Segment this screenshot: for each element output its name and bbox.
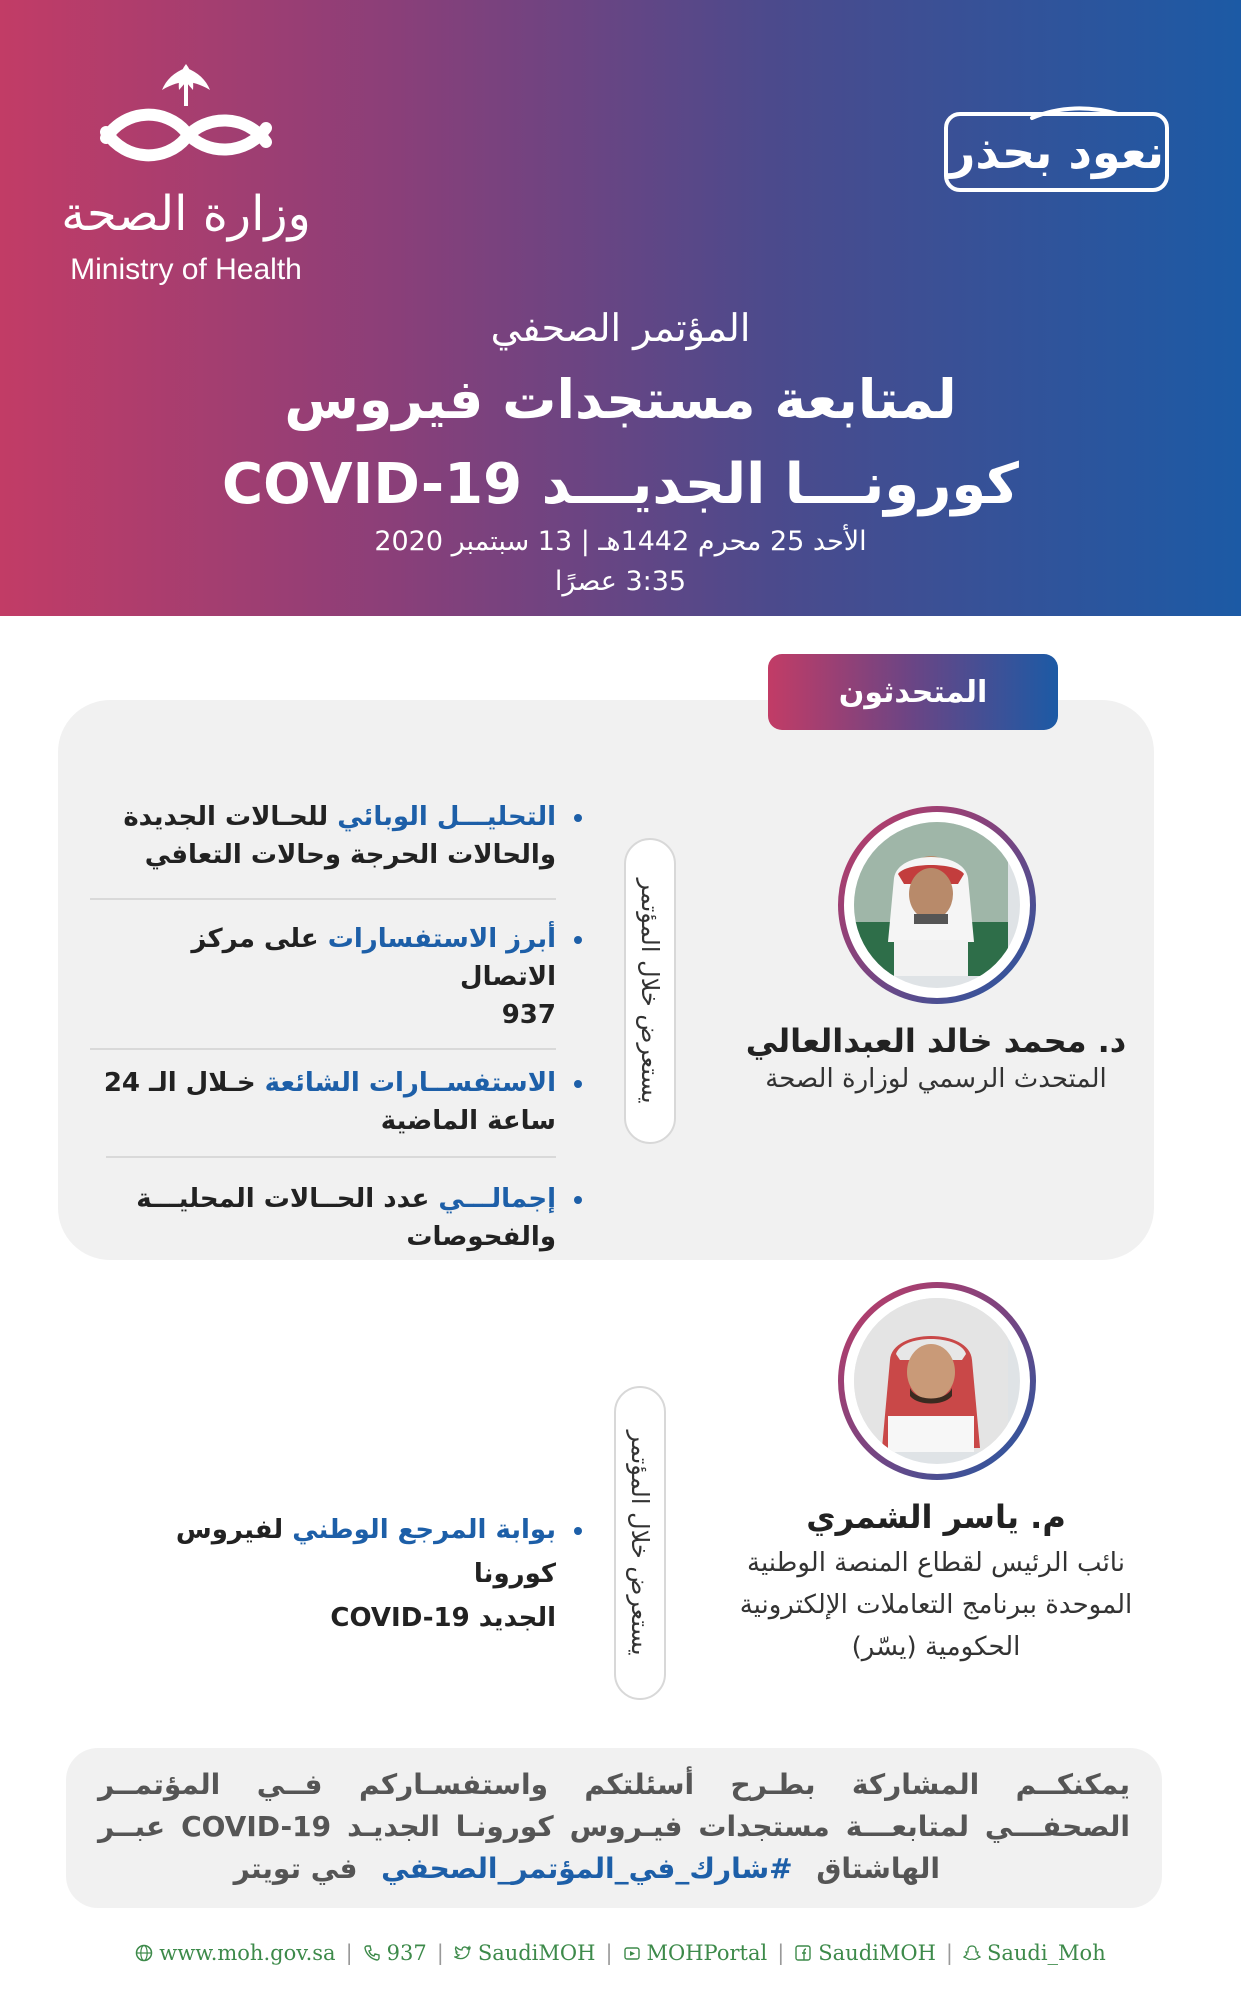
speaker2-topics bbox=[90, 1508, 556, 1640]
speakers-label: المتحدثون bbox=[768, 654, 1058, 730]
contact-footer: www.moh.gov.sa | 937 | SaudiMOH | MOHPortal | SaudiMOH | Saudi_Moh bbox=[0, 1936, 1241, 1970]
snapchat-icon bbox=[963, 1944, 981, 1962]
website-link[interactable]: www.moh.gov.sa bbox=[135, 1941, 335, 1965]
palm-ribbon-emblem-icon bbox=[86, 58, 286, 178]
speaker1-agenda-pill bbox=[624, 838, 676, 1144]
globe-icon bbox=[135, 1944, 153, 1962]
topic-item: الاستفســارات الشائعة خـلال الـ 24 ساعة الماضية bbox=[90, 1064, 556, 1140]
twitter-link[interactable]: SaudiMOH bbox=[454, 1941, 596, 1965]
logo-arabic-text: وزارة الصحة bbox=[61, 186, 311, 242]
campaign-badge: نعود بحذر bbox=[944, 112, 1169, 192]
speaker2-name: م. ياسر الشمري bbox=[806, 1498, 1066, 1536]
youtube-icon bbox=[623, 1944, 641, 1962]
speaker1-name: د. محمد خالد العبدالعالي bbox=[745, 1022, 1127, 1060]
twitter-icon bbox=[454, 1944, 472, 1962]
speaker1-topics bbox=[90, 798, 556, 1256]
snapchat-link[interactable]: Saudi_Moh bbox=[963, 1941, 1106, 1965]
speaker1-agenda-label: يستعرض خلال المؤتمر bbox=[636, 878, 664, 1104]
speaker1-avatar bbox=[838, 806, 1036, 1004]
topic-item: إجمالـــي عدد الحــالات المحليـــة والفحوصات bbox=[90, 1180, 556, 1256]
speaker2-role: نائب الرئيس لقطاع المنصة الوطنية الموحدة ببرنامج التعاملات الإلكترونية الحكومية (يسّر) bbox=[739, 1548, 1133, 1662]
moh-logo bbox=[56, 58, 316, 288]
bullet-icon bbox=[574, 814, 582, 822]
conference-time: 3:35 عصرًا bbox=[554, 566, 687, 597]
header-banner bbox=[0, 0, 1241, 616]
facebook-icon bbox=[794, 1944, 812, 1962]
topic-divider bbox=[90, 1048, 556, 1050]
bullet-icon bbox=[574, 1080, 582, 1088]
bullet-icon bbox=[574, 1196, 582, 1204]
speaker1-photo bbox=[854, 822, 1008, 976]
bullet-icon bbox=[574, 1527, 582, 1535]
speaker2-agenda-pill bbox=[614, 1386, 666, 1700]
bullet-icon bbox=[574, 936, 582, 944]
hashtag-link[interactable]: #شارك_في_المؤتمر_الصحفي bbox=[381, 1852, 793, 1885]
topic-divider bbox=[90, 898, 556, 900]
speaker2-agenda-label: يستعرض خلال المؤتمر bbox=[626, 1430, 654, 1656]
topic-item: التحليـــل الوبائي للحـالات الجديدة والحالات الحرجة وحالات التعافي bbox=[90, 798, 556, 874]
speaker2-photo bbox=[854, 1298, 1008, 1452]
topic-item: بوابة المرجع الوطني لفيروس كورونا الجديد COVID-19 bbox=[90, 1508, 556, 1640]
speaker2-avatar bbox=[838, 1282, 1036, 1480]
conference-subtitle: المؤتمر الصحفي bbox=[490, 306, 751, 350]
phone-link[interactable]: 937 bbox=[363, 1941, 427, 1965]
topic-item: أبرز الاستفسارات على مركز الاتصال 937 bbox=[90, 920, 556, 1034]
phone-icon bbox=[363, 1944, 381, 1962]
speaker1-role: المتحدث الرسمي لوزارة الصحة bbox=[765, 1064, 1107, 1094]
topic-divider bbox=[106, 1156, 556, 1158]
youtube-link[interactable]: MOHPortal bbox=[623, 1941, 768, 1965]
conference-title-line2: كورونـــا الجديـــد COVID-19 bbox=[222, 452, 1019, 517]
conference-date: الأحد 25 محرم 1442هـ | 13 سبتمبر 2020 bbox=[374, 526, 867, 557]
facebook-link[interactable]: SaudiMOH bbox=[794, 1941, 936, 1965]
conference-title-line1: لمتابعة مستجدات فيروس bbox=[284, 368, 957, 431]
logo-english-text: Ministry of Health bbox=[70, 253, 302, 286]
participation-note: يمكنكــم المشاركة بطـرح أسئلتكم واستفسـاركم فــي المؤتمــر الصحفـــي لمتابعـــة مستجدات فيـروس كورونـا الجديـد COVID-19 عبــر الهاشتاق #شارك_في_المؤتمر_الصحفي في تويتر bbox=[66, 1748, 1162, 1908]
